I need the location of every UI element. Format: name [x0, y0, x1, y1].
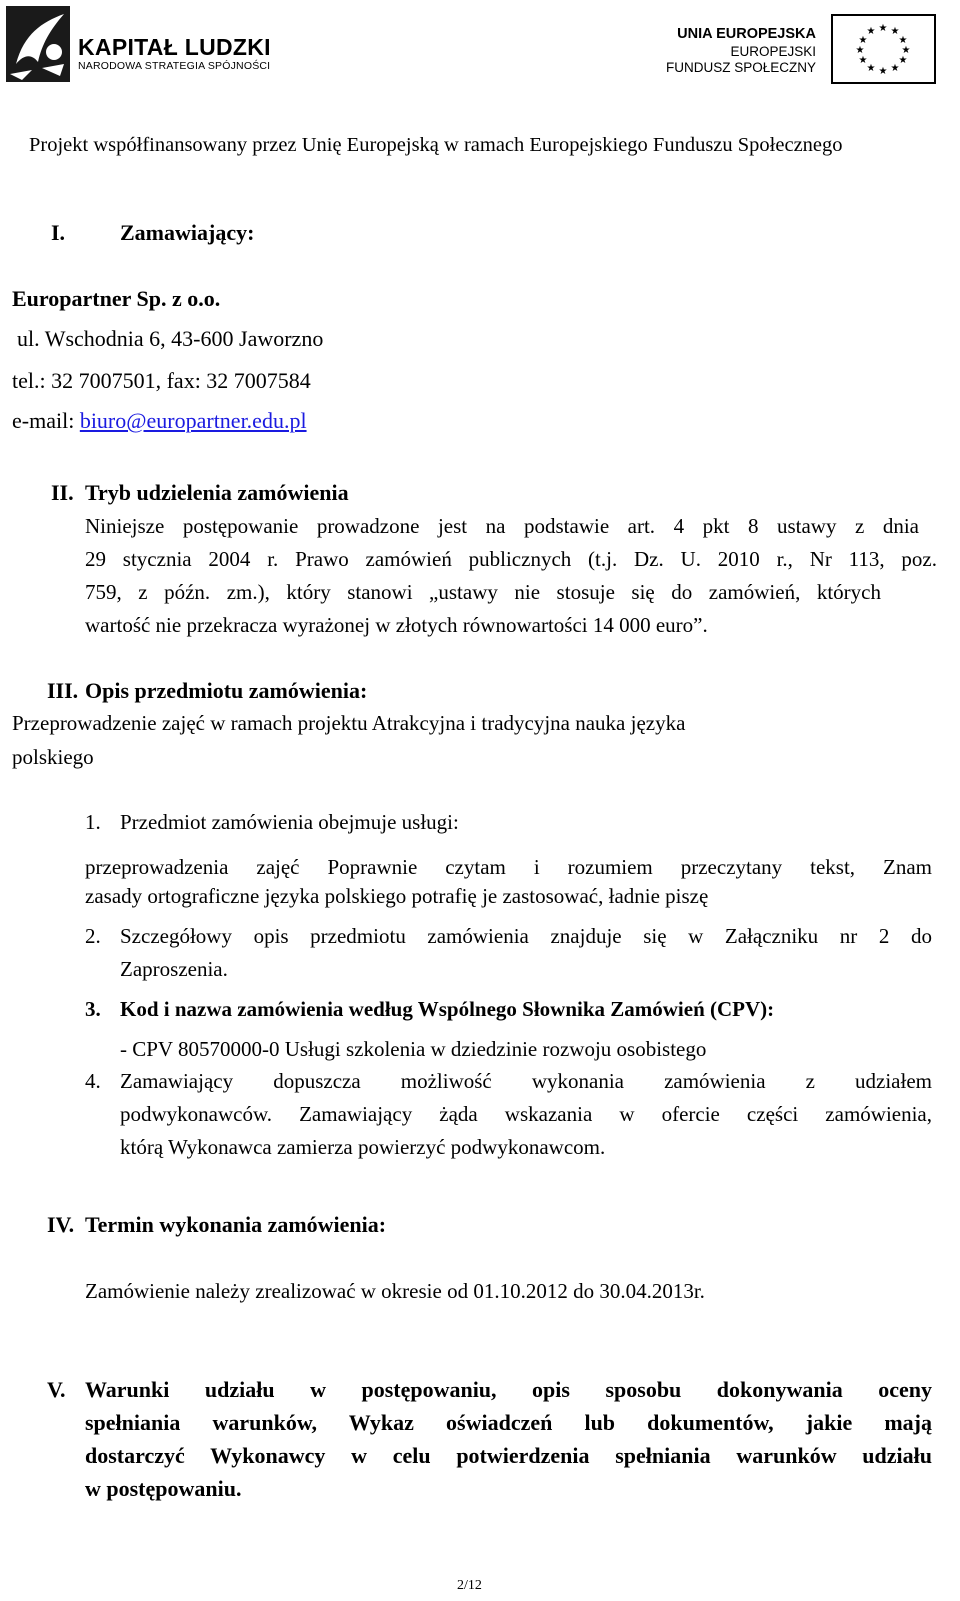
section-5-heading: w postępowaniu. [85, 1476, 242, 1501]
item-2-number: 2. [85, 924, 101, 948]
item-2-text: Szczegółowy opis przedmiotu zamówienia znajduje się w Załączniku nr 2 do [120, 924, 932, 948]
item-4-text: Zamawiający dopuszcza możliwość wykonania zamówienia z udziałem [120, 1069, 932, 1093]
section-5-heading: spełniania warunków, Wykaz oświadczeń lub dokumentów, jakie mają [85, 1410, 932, 1435]
item-3-text: Kod i nazwa zamówienia według Wspólnego Słownika Zamówień (CPV): [120, 997, 775, 1021]
section-2-line: 29 stycznia 2004 r. Prawo zamówień publicznych (t.j. Dz. U. 2010 r., Nr 113, poz. [85, 547, 937, 571]
section-1-number: I. [51, 220, 66, 245]
svg-text:★: ★ [866, 63, 876, 74]
item-1-detail: przeprowadzenia zajęć Poprawnie czytam i rozumiem przeczytany tekst, Znam [85, 855, 932, 879]
company-email-line [12, 410, 307, 432]
section-2-number: II. [51, 480, 74, 505]
item-4-text: którą Wykonawca zamierza powierzyć podwykonawcom. [120, 1135, 606, 1159]
item-4-text: podwykonawców. Zamawiający żąda wskazania w ofercie części zamówienia, [120, 1102, 932, 1126]
company-name: Europartner Sp. z o.o. [12, 286, 221, 311]
kapital-ludzki-emblem-icon [2, 4, 74, 84]
svg-text:★: ★ [858, 35, 868, 46]
eu-social-fund-logo [665, 14, 938, 84]
item-3-number: 3. [85, 997, 101, 1021]
eu-flag-icon [831, 14, 936, 84]
item-2-text: Zaproszenia. [120, 957, 228, 981]
item-1-text: Przedmiot zamówienia obejmuje usługi: [120, 810, 459, 834]
company-phone: tel.: 32 7007501, fax: 32 7007584 [12, 368, 311, 393]
section-4-heading: Termin wykonania zamówienia: [85, 1212, 387, 1237]
section-2-line: wartość nie przekracza wyrażonej w złotych równowartości 14 000 euro”. [85, 613, 708, 637]
svg-text:★: ★ [866, 26, 876, 37]
svg-text:★: ★ [890, 26, 900, 37]
section-2-heading: Tryb udzielenia zamówienia [85, 480, 349, 505]
section-3-description: polskiego [12, 745, 94, 769]
section-5-heading: dostarczyć Wykonawcy w celu potwierdzenia spełniania warunków udziału [85, 1443, 932, 1468]
section-3-description: Przeprowadzenie zajęć w ramach projektu Atrakcyjna i tradycyjna nauka języka [12, 711, 686, 735]
section-4-text: Zamówienie należy zrealizować w okresie od 01.10.2012 do 30.04.2013r. [85, 1279, 705, 1303]
section-5-number: V. [47, 1377, 66, 1402]
page-number: 2/12 [457, 1578, 482, 1593]
svg-text:★: ★ [898, 55, 908, 66]
section-4-number: IV. [47, 1212, 75, 1237]
item-4-number: 4. [85, 1069, 101, 1093]
svg-text:★: ★ [898, 35, 908, 46]
kapital-ludzki-logo [2, 4, 272, 86]
section-1-heading: Zamawiający: [120, 220, 255, 245]
kapital-ludzki-subtitle: NARODOWA STRATEGIA SPÓJNOŚCI [78, 60, 271, 72]
section-2-line: Niniejsze postępowanie prowadzone jest na podstawie art. 4 pkt 8 ustawy z dnia [85, 514, 919, 538]
svg-text:★: ★ [878, 23, 888, 34]
eu-logo-line1: UNIA EUROPEJSKA [677, 26, 816, 42]
email-label: e-mail: [12, 408, 80, 433]
item-1-number: 1. [85, 810, 101, 834]
section-5-heading: Warunki udziału w postępowaniu, opis sposobu dokonywania oceny [85, 1377, 932, 1402]
svg-text:★: ★ [901, 45, 911, 56]
email-link[interactable]: biuro@europartner.edu.pl [79, 408, 307, 433]
svg-text:★: ★ [858, 55, 868, 66]
kapital-ludzki-title: KAPITAŁ LUDZKI [78, 34, 271, 60]
svg-text:★: ★ [890, 63, 900, 74]
section-3-heading: Opis przedmiotu zamówienia: [85, 678, 368, 703]
section-2-line: 759, z późn. zm.), który stanowi „ustawy nie stosuje się do zamówień, których [85, 580, 881, 604]
svg-text:★: ★ [878, 66, 888, 77]
eu-logo-line3: FUNDUSZ SPOŁECZNY [665, 60, 816, 75]
project-cofinancing-line: Projekt współfinansowany przez Unię Europejską w ramach Europejskiego Funduszu Społecznego [29, 134, 843, 156]
eu-logo-line2: EUROPEJSKI [730, 44, 816, 59]
company-address: ul. Wschodnia 6, 43-600 Jaworzno [17, 326, 324, 351]
cpv-code: - CPV 80570000-0 Usługi szkolenia w dziedzinie rozwoju osobistego [120, 1037, 707, 1061]
item-1-detail: zasady ortograficzne języka polskiego potrafię je zastosować, ładnie piszę [85, 884, 709, 908]
section-3-number: III. [47, 678, 79, 703]
svg-text:★: ★ [855, 45, 865, 56]
